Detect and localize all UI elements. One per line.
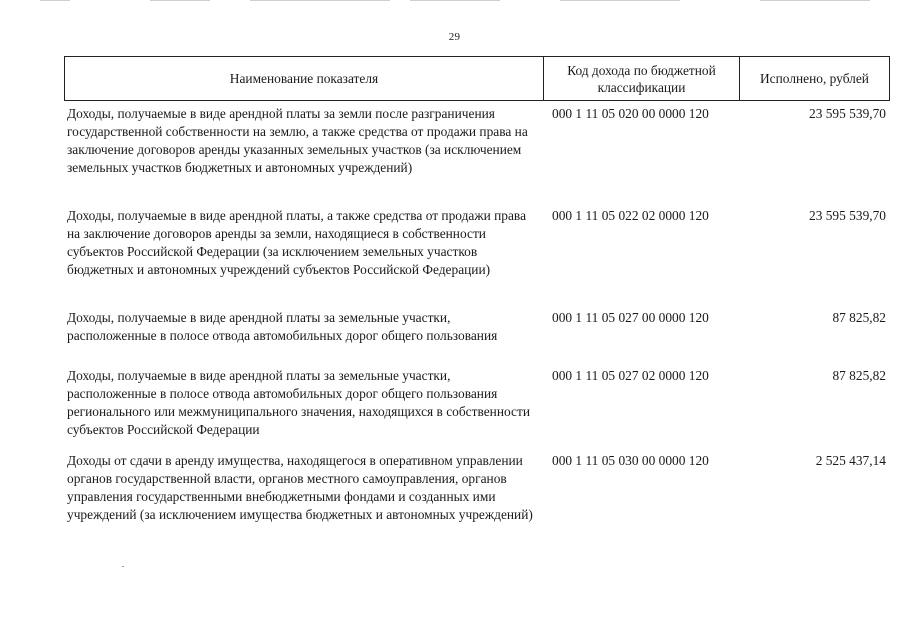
row-amount: 87 825,82 xyxy=(832,368,886,383)
row-code: 000 1 11 05 027 02 0000 120 xyxy=(552,368,709,383)
row-name: Доходы от сдачи в аренду имущества, находящегося в оперативном управлении органов государственной власти, органов местного самоуправления, органов управления государственными внебюджетными фондами и созданных ими учреждений (за исключением имущества бюджетных и автономных учреждений) xyxy=(67,453,533,522)
scan-edge-marks xyxy=(0,0,909,3)
page-number: 29 xyxy=(448,31,461,43)
row-code: 000 1 11 05 020 00 0000 120 xyxy=(552,106,709,121)
row-code: 000 1 11 05 022 02 0000 120 xyxy=(552,208,709,223)
row-name: Доходы, получаемые в виде арендной платы за земли после разграничения государственной собственности на землю, а также средства от продажи права на заключение договоров аренды указанных земельных участков (за исключением земельных участков бюджетных и автономных учреждений) xyxy=(67,106,528,175)
row-amount: 23 595 539,70 xyxy=(809,106,886,121)
scan-speck xyxy=(122,566,124,567)
header-amount: Исполнено, рублей xyxy=(760,71,869,86)
header-code: Код дохода по бюджетной классификации xyxy=(544,57,740,100)
row-name: Доходы, получаемые в виде арендной платы за земельные участки, расположенные в полосе отвода автомобильных дорог общего пользования регионального или межмуниципального значения, находящихся в собственности субъектов Российской Федерации xyxy=(67,368,530,437)
row-name: Доходы, получаемые в виде арендной платы за земельные участки, расположенные в полосе отвода автомобильных дорог общего пользования xyxy=(67,310,498,343)
table-header xyxy=(64,56,890,101)
row-code: 000 1 11 05 027 00 0000 120 xyxy=(552,310,709,325)
row-code: 000 1 11 05 030 00 0000 120 xyxy=(552,453,709,468)
row-name: Доходы, получаемые в виде арендной платы, а также средства от продажи права на заключение договоров аренды за земли, находящиеся в собственности субъектов Российской Федерации (за исключением земельных участков бюджетных и автономных учреждений субъектов Российской Федерации) xyxy=(67,208,527,277)
row-amount: 87 825,82 xyxy=(832,310,886,325)
row-amount: 2 525 437,14 xyxy=(815,453,886,468)
header-name: Наименование показателя xyxy=(65,57,544,100)
row-amount: 23 595 539,70 xyxy=(809,208,886,223)
